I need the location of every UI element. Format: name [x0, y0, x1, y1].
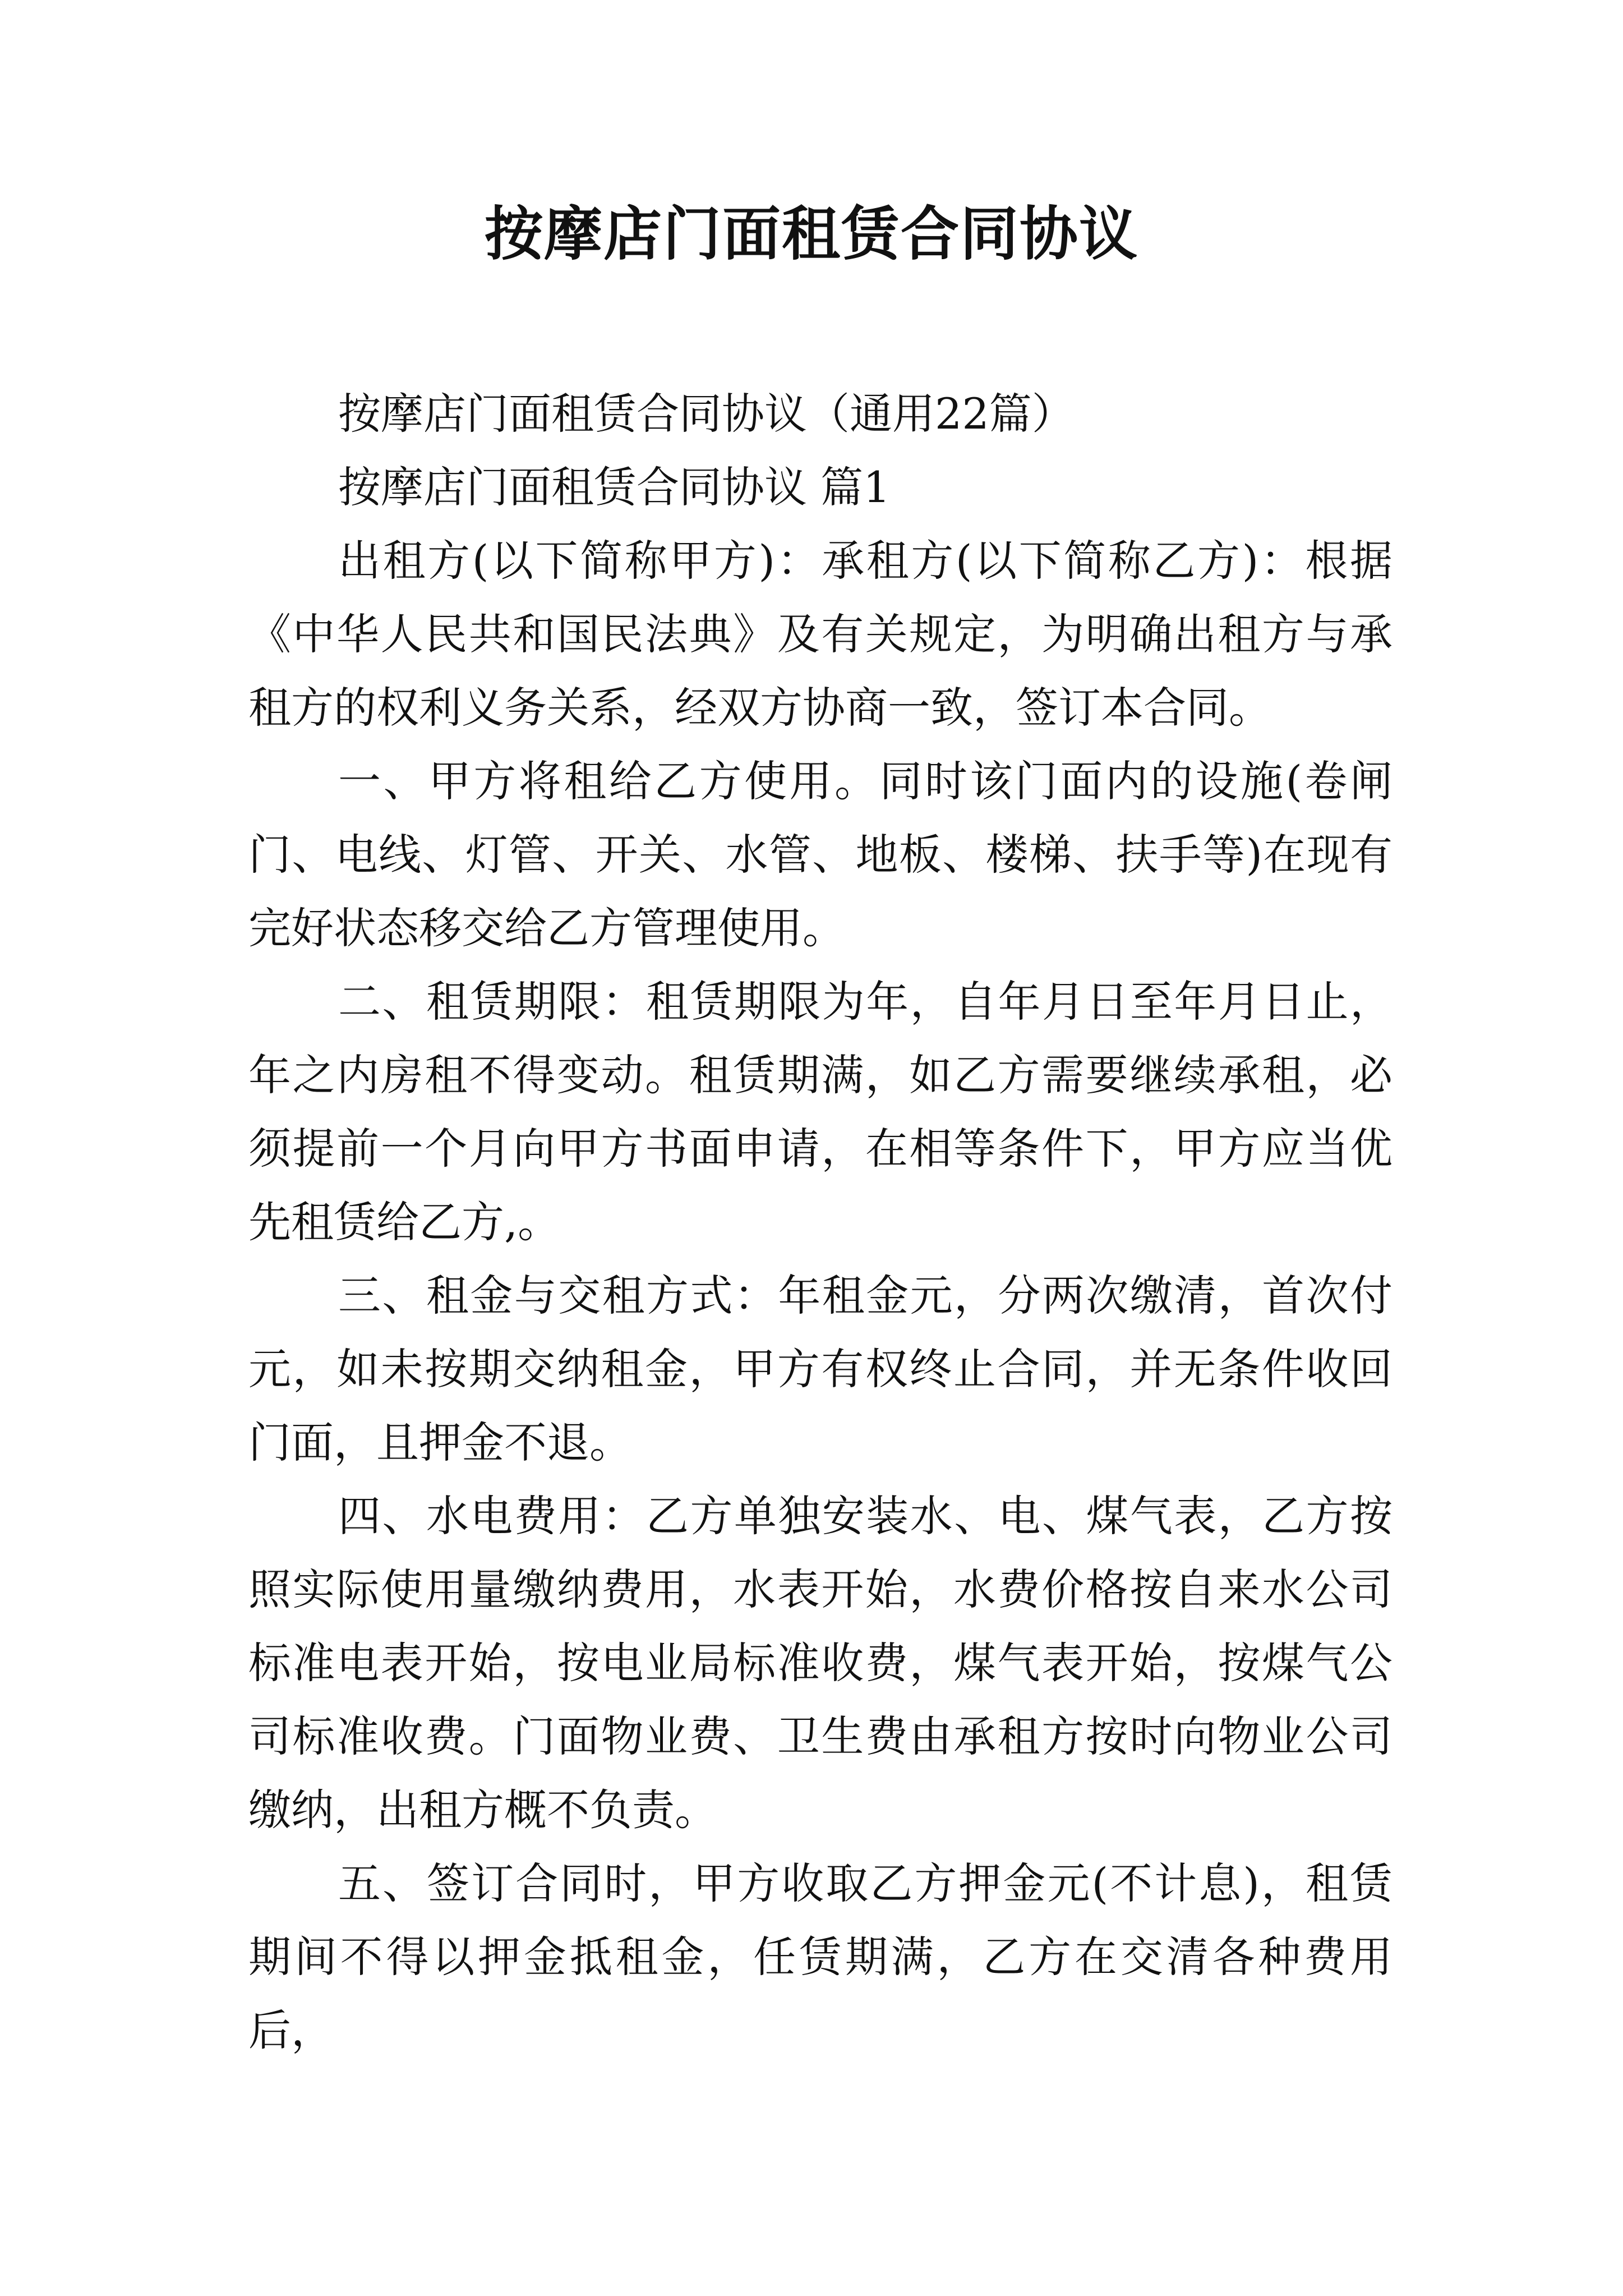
section-heading: 按摩店门面租赁合同协议 篇1: [338, 462, 891, 512]
paragraph-clause-2: 二、租赁期限：租赁期限为年，自年月日至年月日止，年之内房租不得变动。租赁期满，如乙方需要继续承租，必须提前一个月向甲方书面申请，在相等条件下，甲方应当优先租赁给乙方,。: [248, 977, 1393, 1247]
document-title: 按摩店门面租赁合同协议: [484, 199, 1138, 268]
paragraph-preamble: 出租方(以下简称甲方)：承租方(以下简称乙方)：根据《中华人民共和国民法典》及有关规定，为明确出租方与承租方的权利义务关系，经双方协商一致，签订本合同。: [248, 536, 1393, 733]
paragraph-clause-1: 一、甲方将租给乙方使用。同时该门面内的设施(卷闸门、电线、灯管、开关、水管、地板、楼梯、扶手等)在现有完好状态移交给乙方管理使用。: [248, 756, 1393, 953]
paragraph-clause-5: 五、签订合同时，甲方收取乙方押金元(不计息)，租赁期间不得以押金抵租金，任赁期满，乙方在交清各种费用后，: [248, 1858, 1393, 2055]
paragraph-clause-3: 三、租金与交租方式：年租金元，分两次缴清，首次付元，如未按期交纳租金，甲方有权终止合同，并无条件收回门面，且押金不退。: [248, 1271, 1393, 1467]
document-subtitle: 按摩店门面租赁合同协议（通用22篇）: [338, 389, 1075, 439]
paragraph-clause-4: 四、水电费用：乙方单独安装水、电、煤气表，乙方按照实际使用量缴纳费用，水表开始，水费价格按自来水公司标准电表开始，按电业局标准收费，煤气表开始，按煤气公司标准收费。门面物业费、卫生费由承租方按时向物业公司缴纳，出租方概不负责。: [248, 1491, 1393, 1835]
document-body: [248, 377, 1393, 2067]
